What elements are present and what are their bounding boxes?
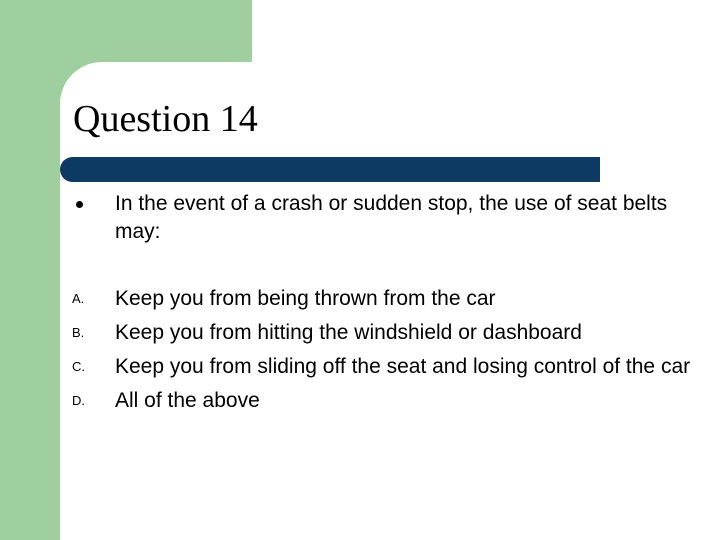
option-text: Keep you from being thrown from the car bbox=[115, 287, 496, 310]
title-underline-bar bbox=[60, 157, 600, 182]
spacer bbox=[72, 246, 692, 282]
bullet-icon bbox=[72, 190, 108, 218]
option-letter: C. bbox=[72, 359, 85, 374]
answer-option bbox=[72, 350, 692, 384]
green-left-stripe bbox=[0, 0, 60, 540]
question-item bbox=[72, 190, 692, 246]
option-text: Keep you from hitting the windshield or dashboard bbox=[115, 321, 582, 344]
option-letter: A. bbox=[72, 291, 85, 306]
option-letter: B. bbox=[72, 325, 85, 340]
option-text: All of the above bbox=[115, 389, 260, 412]
slide-body bbox=[72, 190, 692, 418]
answer-option bbox=[72, 282, 692, 316]
answer-option bbox=[72, 316, 692, 350]
question-text: In the event of a crash or sudden stop, the use of seat belts may: bbox=[115, 192, 668, 243]
answer-option bbox=[72, 384, 692, 418]
option-letter: D. bbox=[72, 393, 85, 408]
title-underline-bar-end bbox=[587, 157, 600, 182]
slide-title: Question 14 bbox=[73, 98, 258, 140]
option-text: Keep you from sliding off the seat and losing control of the car bbox=[115, 355, 691, 378]
